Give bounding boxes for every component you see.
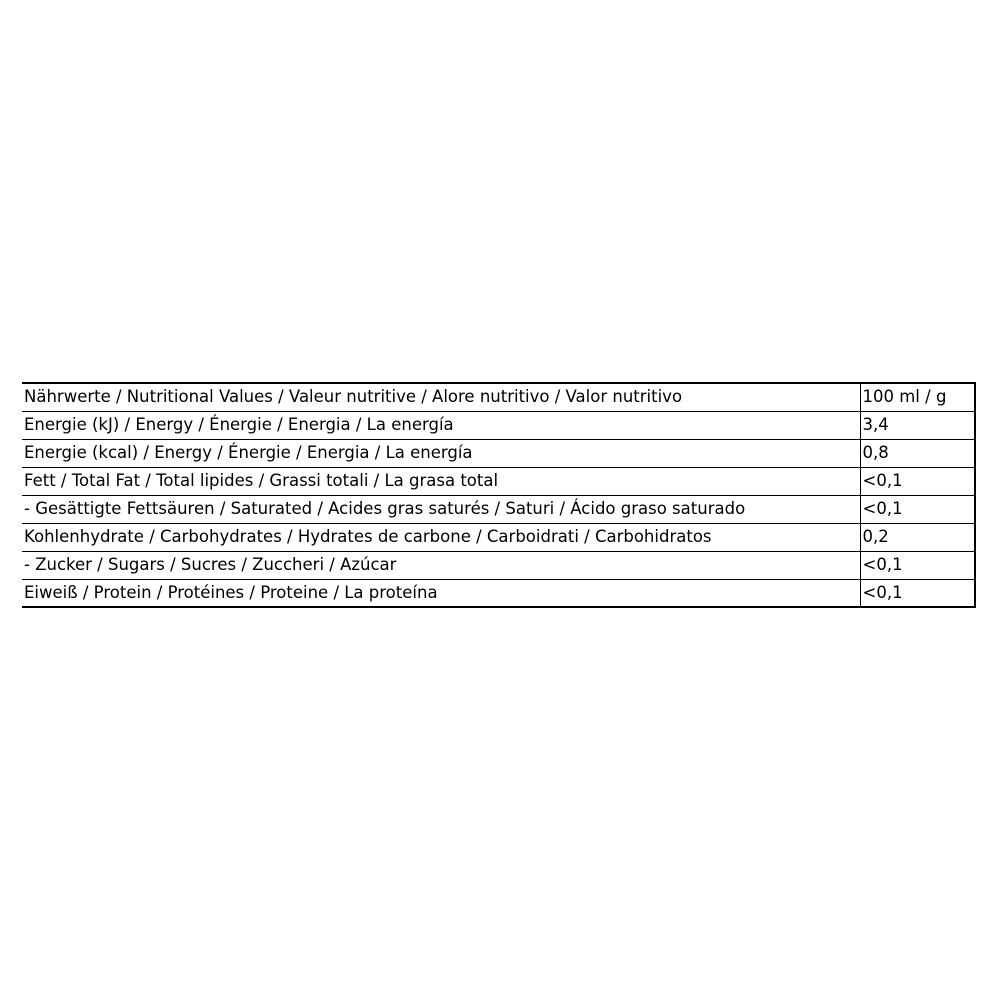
nutrient-label: - Zucker / Sugars / Sucres / Zuccheri / Azúcar [22, 551, 860, 579]
nutrient-value: 100 ml / g [860, 383, 975, 411]
table-row [22, 467, 975, 495]
nutrient-label: Fett / Total Fat / Total lipides / Grassi totali / La grasa total [22, 467, 860, 495]
nutrient-label: Energie (kcal) / Energy / Énergie / Energia / La energía [22, 439, 860, 467]
nutrient-value: <0,1 [862, 582, 903, 602]
nutrient-label: Eiweiß / Protein / Protéines / Proteine / La proteína [22, 579, 860, 607]
table-row [22, 523, 975, 551]
nutrient-label: Energie (kJ) / Energy / Énergie / Energia / La energía [22, 411, 860, 439]
table-row [22, 495, 975, 523]
nutrient-label: Kohlenhydrate / Carbohydrates / Hydrates de carbone / Carboidrati / Carbohidratos [22, 523, 860, 551]
nutrition-table [22, 382, 976, 608]
nutrient-value: 0,2 [860, 523, 975, 551]
nutrient-value: 3,4 [860, 411, 975, 439]
table-row [22, 411, 975, 439]
nutrient-label: - Gesättigte Fettsäuren / Saturated / Acides gras saturés / Saturi / Ácido graso saturado [22, 495, 860, 523]
nutrient-value: <0,1 [860, 495, 975, 523]
table-row [22, 439, 975, 467]
table-header-row [22, 383, 975, 411]
table-row [22, 579, 975, 607]
table-row [22, 551, 975, 579]
nutrient-value: <0,1 [860, 467, 975, 495]
nutrient-value: <0,1 [860, 551, 975, 579]
nutrient-label: Nährwerte / Nutritional Values / Valeur nutritive / Alore nutritivo / Valor nutritivo [22, 383, 860, 411]
nutrient-value: 0,8 [860, 439, 975, 467]
